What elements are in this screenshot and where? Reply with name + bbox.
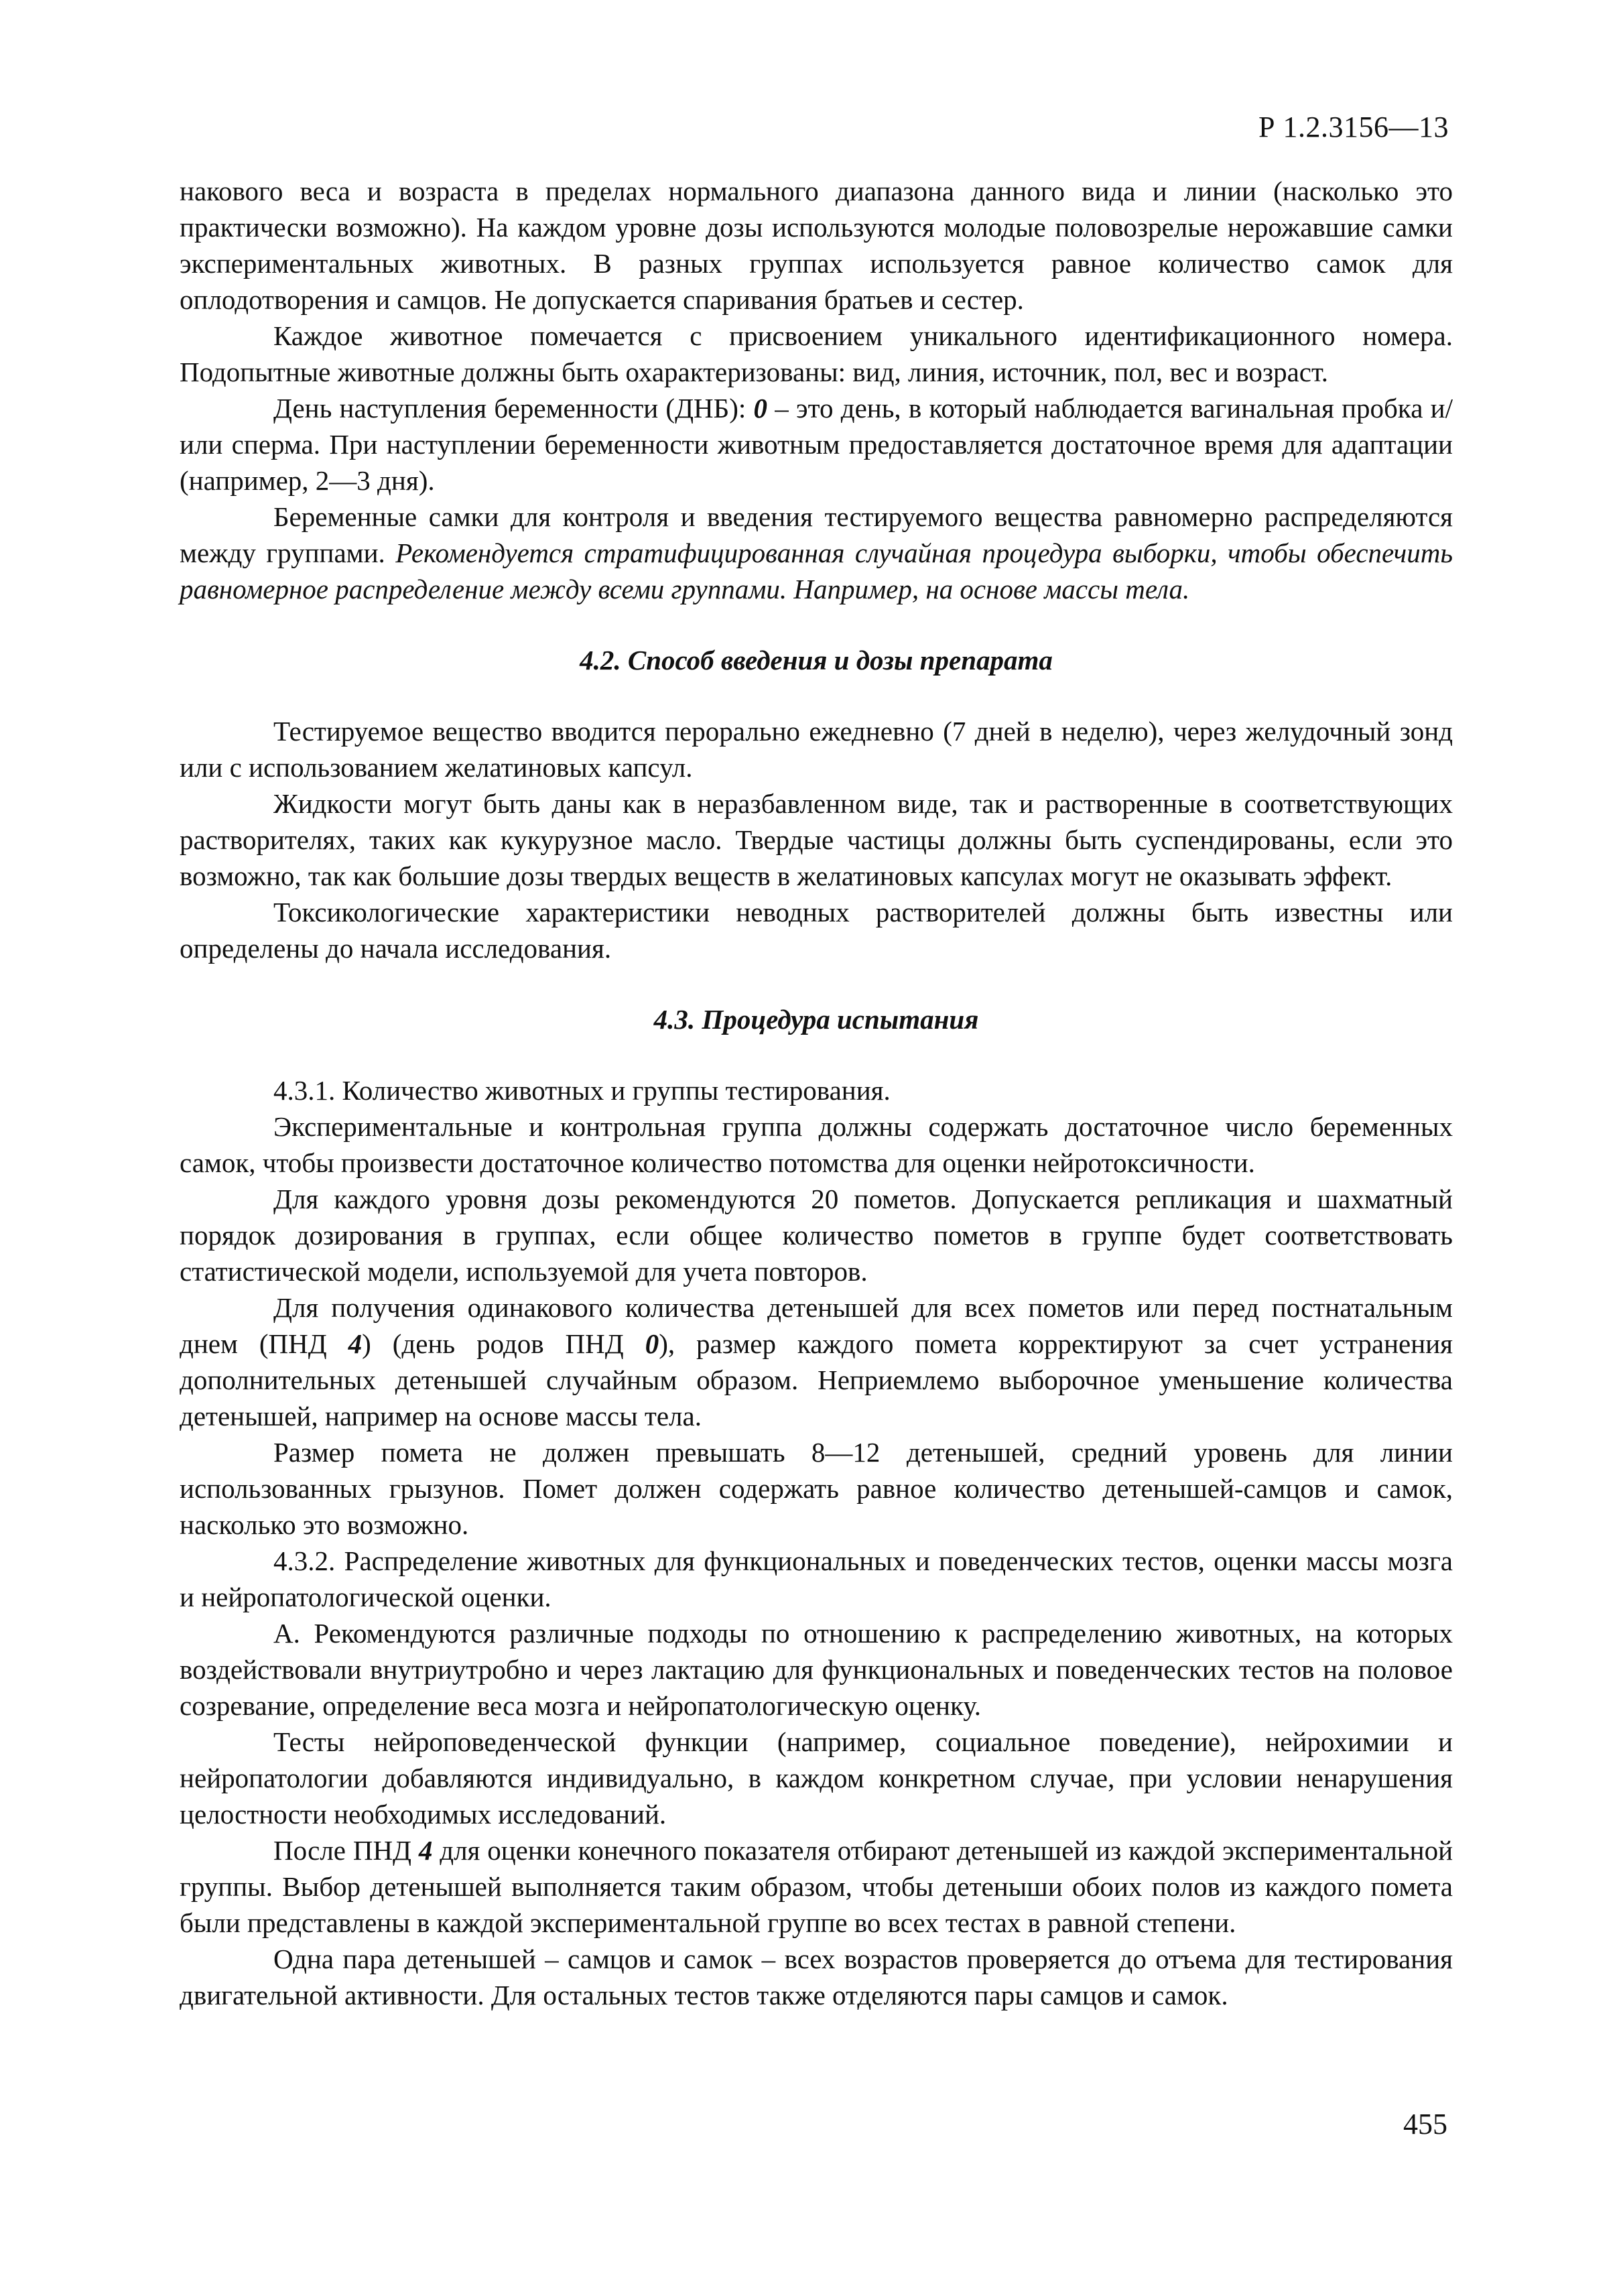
document-code: Р 1.2.3156—13 [1258,111,1449,143]
text-run: ) (день родов ПНД [362,1328,645,1359]
bold-italic-number: 4 [418,1835,433,1866]
text-run: ), размер каждого помета корректируют за счет устранения дополнительных детенышей случайным образом. Неприемлемо выборочное уменьшение количества детенышей, например на основе массы тела. [180,1328,1453,1431]
text-run: После ПНД [273,1835,419,1866]
paragraph [180,390,1453,499]
text-run: Для получения одинакового количества детенышей для всех пометов или перед постнатальным днем (ПНД [180,1292,1453,1359]
bold-italic-number: 4 [348,1328,363,1359]
text-run: для оценки конечного показателя отбирают детенышей из каждой экспериментальной группы. Выбор детенышей выполняется таким образом, чтобы детеныши обоих полов из каждого помета были представлены в каждой экспериментальной группе во всех тестах в равной степени. [180,1835,1453,1938]
text-run: Беременные самки для контроля и введения тестируемого вещества равномерно распределяются между группами. [180,501,1453,568]
paragraph: Тесты нейроповеденческой функции (например, социальное поведение), нейрохимии и нейропатологии добавляются индивидуально, в каждом конкретном случае, при условии ненарушения целостности необходимых исследований. [180,1726,1453,1830]
text-run: – это день, в который наблюдается вагинальная пробка и/или сперма. При наступлении беременности животным предоставляется достаточное время для адаптации (например, 2—3 дня). [180,393,1453,496]
paragraph: Тестируемое вещество вводится перорально ежедневно (7 дней в неделю), через желудочный зонд или с использованием желатиновых капсул. [180,716,1453,783]
paragraph: Каждое животное помечается с присвоением уникального идентификационного номера. Подопытные животные должны быть охарактеризованы: вид, линия, источник, пол, вес и возраст. [180,320,1453,387]
section-heading-4-3: 4.3. Процедура испытания [653,1004,979,1035]
paragraph: 4.3.1. Количество животных и группы тестирования. [273,1075,891,1106]
page-number: 455 [1403,2108,1447,2141]
text-run: День наступления беременности (ДНБ): [273,393,754,424]
paragraph: Для каждого уровня дозы рекомендуются 20 пометов. Допускается репликация и шахматный порядок дозирования в группах, если общее количество пометов в группе будет соответствовать статистической модели, используемой для учета повторов. [180,1184,1453,1287]
paragraph: А. Рекомендуются различные подходы по отношению к распределению животных, на которых воздействовали внутриутробно и через лактацию для функциональных и поведенческих тестов на половое созревание, определение веса мозга и нейропатологическую оценку. [180,1618,1453,1721]
bold-italic-number: 0 [753,393,767,424]
bold-italic-number: 0 [645,1328,659,1359]
paragraph: 4.3.2. Распределение животных для функциональных и поведенческих тестов, оценки массы мозга и нейропатологической оценки. [180,1545,1453,1612]
paragraph: Экспериментальные и контрольная группа должны содержать достаточное число беременных самок, чтобы произвести достаточное количество потомства для оценки нейротоксичности. [180,1111,1453,1178]
paragraph [180,1289,1453,1434]
paragraph: накового веса и возраста в пределах нормального диапазона данного вида и линии (насколько это практически возможно). На каждом уровне дозы используются молодые половозрелые нерожавшие самки экспериментальных животных. В разных группах используется равное количество самок для оплодотворения и самцов. Не допускается спаривания братьев и сестер. [180,176,1453,315]
paragraph: Токсикологические характеристики неводных растворителей должны быть известны или определены до начала исследования. [180,897,1453,964]
paragraph [180,1832,1453,1941]
paragraph [180,499,1453,607]
italic-text: Рекомендуется стратифицированная случайная процедура выборки, чтобы обеспечить равномерное распределение между всеми группами. Например, на основе массы тела. [180,537,1453,604]
paragraph: Одна пара детенышей – самцов и самок – всех возрастов проверяется до отъема для тестирования двигательной активности. Для остальных тестов также отделяются пары самцов и самок. [180,1943,1453,2011]
paragraph: Жидкости могут быть даны как в неразбавленном виде, так и растворенные в соответствующих растворителях, таких как кукурузное масло. Твердые частицы должны быть суспендированы, если это возможно, так как большие дозы твердых веществ в желатиновых капсулах могут не оказывать эффект. [180,788,1453,891]
paragraph: Размер помета не должен превышать 8—12 детенышей, средний уровень для линии использованных грызунов. Помет должен содержать равное количество детенышей-самцов и самок, насколько это возможно. [180,1437,1453,1540]
page-content [180,173,1453,2013]
section-heading-4-2: 4.2. Способ введения и дозы препарата [580,645,1053,676]
